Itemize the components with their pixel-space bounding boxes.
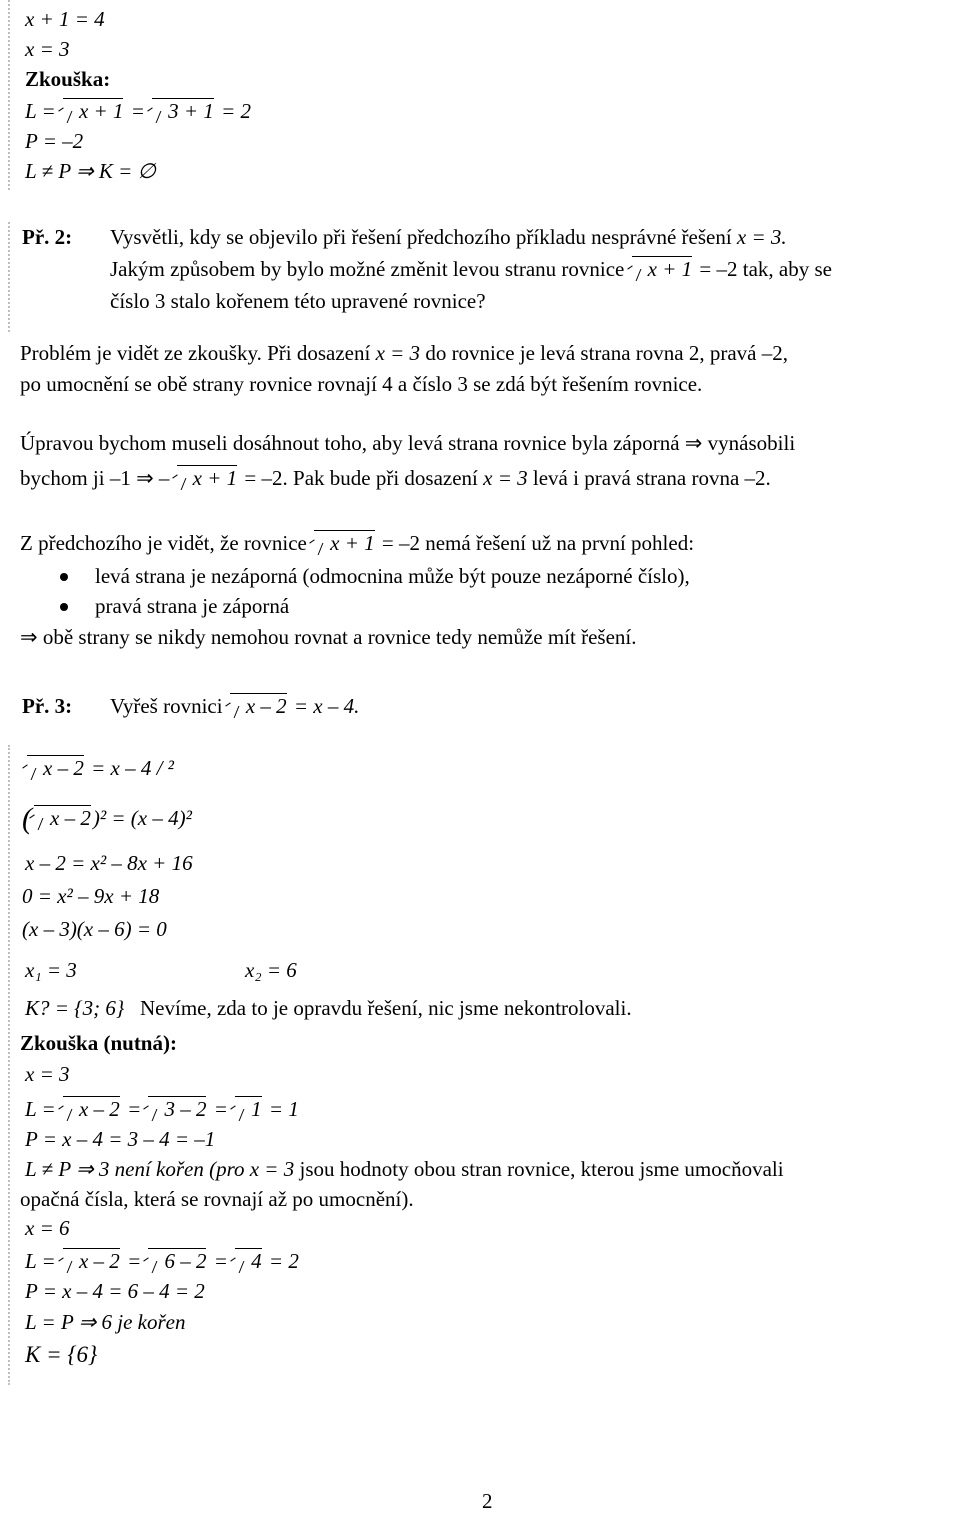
eq-text: = [208,1249,234,1273]
margin-rule-ex3 [8,745,10,1385]
eq-text: = 2 [263,1249,299,1273]
square-root: x – 2 [27,755,84,780]
eq-text: = 2 [215,99,251,123]
example-label: Př. 3: [22,694,73,718]
square-root: 6 – 2 [148,1248,206,1273]
eq-text: = [208,1097,234,1121]
eq-text: L = [25,1249,61,1273]
page-number: 2 [482,1489,493,1513]
square-root: x + 1 [63,98,124,123]
square-root: 3 – 2 [148,1096,206,1121]
question-line [110,224,787,250]
question-line: číslo 3 stalo kořenem této upravené rovnice? [110,289,486,313]
check-line-right: P = x – 4 = 3 – 4 = –1 [25,1127,216,1151]
task-text: = x – 4. [288,694,360,718]
check-heading: Zkouška (nutná): [20,1031,177,1055]
check-conclusion-cont: opačná čísla, která se rovnají až po umocnění). [20,1187,414,1211]
paragraph-text: = –2. Pak bude při dosazení [239,466,484,490]
margin-rule-top [8,0,10,190]
eq-text: L ≠ P ⇒ 3 není kořen (pro [25,1157,250,1181]
equation-line: x + 1 = 4 [25,7,105,31]
paragraph-text: do rovnice je levá strana rovna 2, pravá –2, [420,341,789,365]
square-root: x – 2 [34,805,91,830]
step-text: )² = (x – 4)² [92,806,192,830]
solution-step: x – 2 = x² – 8x + 16 [25,851,193,875]
eq-text: L = [25,1097,61,1121]
check-conclusion: L = P ⇒ 6 je kořen [25,1310,186,1334]
square-root: 3 + 1 [152,98,214,123]
paragraph-text: Z předchozího je vidět, že rovnice [20,531,313,555]
solution-step: 0 = x² – 9x + 18 [22,884,160,908]
square-root: 1 [235,1096,262,1121]
paragraph-line: Úpravou bychom museli dosáhnout toho, aby levá strana rovnice byla záporná ⇒ vynásobili [20,431,796,455]
example-label: Př. 2: [22,225,73,249]
math-expression: x = 3 [483,466,528,490]
task-line [110,693,359,719]
check-conclusion [25,1156,784,1182]
paragraph-line [20,530,694,556]
eq-text: L = [25,99,61,123]
bullet-icon [60,603,68,611]
step-text: = x – 4 / ² [85,756,174,780]
question-line [110,256,832,282]
paragraph-text: bychom ji –1 ⇒ – [20,466,175,490]
check-line-left [25,1248,299,1274]
eq-text: = [121,1249,147,1273]
question-text: = –2 tak, aby se [694,257,832,281]
check-line-left [25,98,251,124]
bracket: ( [22,802,32,835]
note: Nevíme, zda to je opravdu řešení, nic jsme nekontrolovali. [140,996,632,1020]
margin-rule-ex2 [8,222,10,332]
square-root: x – 2 [63,1248,120,1273]
paragraph-line [20,340,788,366]
candidate-set: K? = {3; 6} [25,996,125,1020]
equation-line: x = 3 [25,37,70,61]
square-root: 4 [235,1248,262,1273]
check-line-left [25,1096,299,1122]
square-root: x + 1 [177,465,238,490]
paragraph-text: levá i pravá strana rovna –2. [527,466,771,490]
root-x1: x₁ = 3 [25,958,77,982]
paragraph-line: po umocnění se obě strany rovnice rovnají 4 a číslo 3 se zdá být řešením rovnice. [20,372,703,396]
bullet-icon [60,573,68,581]
math-expression: x = 3 [249,1157,295,1181]
eq-text: = 1 [263,1097,299,1121]
math-expression: x = 3 [375,341,421,365]
solution-set: K = {6} [25,1342,98,1367]
task-text: Vyřeš rovnici [110,694,223,718]
eq-text: = [125,99,151,123]
bullet-item: pravá strana je záporná [95,594,290,618]
check-line-right: P = x – 4 = 6 – 4 = 2 [25,1279,205,1303]
solution-step [22,802,192,835]
square-root: x – 2 [230,693,287,718]
question-text: Jakým způsobem by bylo možné změnit levou stranu rovnice [110,257,630,281]
check-line: x = 6 [25,1216,70,1240]
check-line: x = 3 [25,1062,70,1086]
square-root: x + 1 [314,530,375,555]
question-text: Vysvětli, kdy se objevilo při řešení předchozího příkladu nesprávné řešení [110,225,737,249]
solution-step: (x – 3)(x – 6) = 0 [22,917,167,941]
paragraph-text: = –2 nemá řešení už na první pohled: [376,531,695,555]
paragraph-text: Problém je vidět ze zkoušky. Při dosazení [20,341,376,365]
eq-text: = [121,1097,147,1121]
bullet-item: levá strana je nezáporná (odmocnina může být pouze nezáporné číslo), [95,564,690,588]
solution-step [25,755,174,781]
check-heading: Zkouška: [25,67,111,91]
conclusion-line: ⇒ obě strany se nikdy nemohou rovnat a rovnice tedy nemůže mít řešení. [20,625,637,649]
square-root: x + 1 [632,256,693,281]
paragraph-line [20,465,771,491]
check-line-right: P = –2 [25,129,84,153]
eq-text: jsou hodnoty obou stran rovnice, kterou jsme umocňovali [294,1157,784,1181]
root-x2: x₂ = 6 [245,958,297,982]
square-root: x – 2 [63,1096,120,1121]
check-conclusion: L ≠ P ⇒ K = ∅ [25,159,156,183]
math-expression: x = 3. [736,225,787,249]
